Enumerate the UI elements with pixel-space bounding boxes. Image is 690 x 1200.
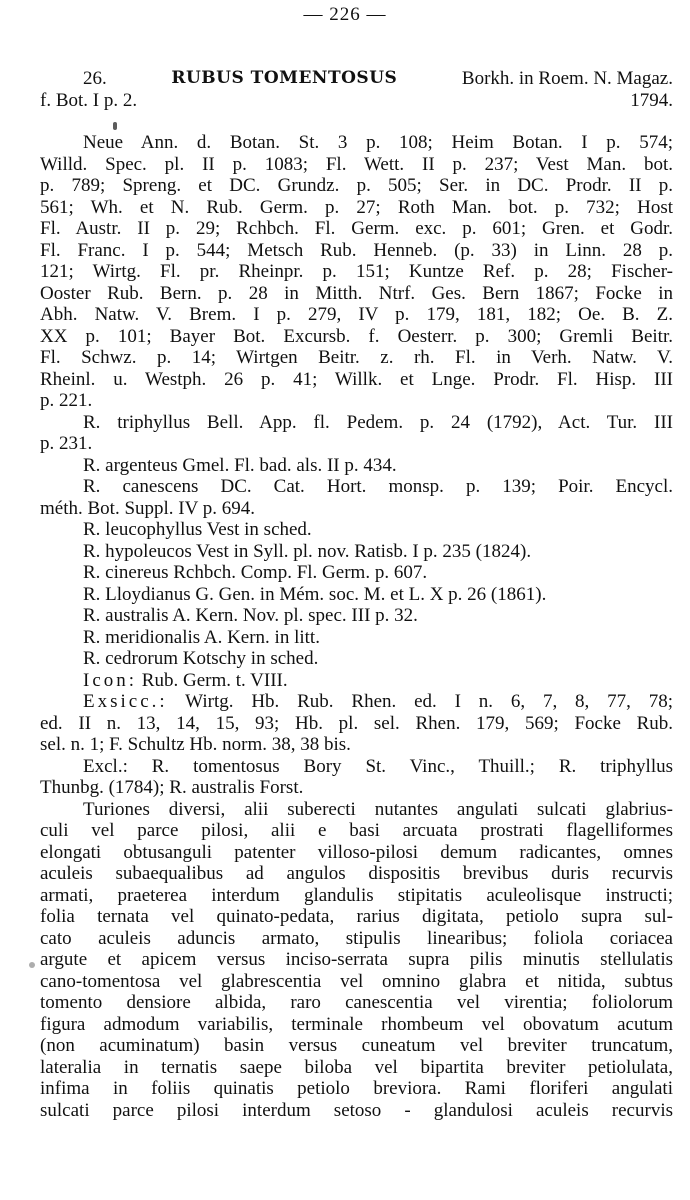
line-text: R. leucophyllus Vest in sched.: [83, 519, 312, 540]
text-line: [40, 906, 673, 928]
species-authority: Borkh. in Roem. N. Magaz.: [461, 68, 673, 89]
text-line: [40, 713, 673, 735]
line-text: Thunbg. (1784); R. australis Forst.: [40, 777, 304, 798]
line-text: XX p. 101; Bayer Bot. Excursb. f. Oesterr. p. 300; Gremli Beitr.: [40, 325, 673, 347]
publication-year: 1794.: [630, 89, 673, 111]
species-name: RUBUS TOMENTOSUS: [171, 68, 398, 88]
line-text: Rub. Germ. t. VIII.: [137, 669, 288, 691]
text-line: [40, 670, 673, 692]
line-text: méth. Bot. Suppl. IV p. 694.: [40, 497, 255, 519]
ink-spot: [113, 122, 117, 130]
text-line: [40, 627, 673, 649]
line-text: R. canescens DC. Cat. Hort. monsp. p. 139; Poir. Encycl.: [83, 476, 673, 497]
line-text: 121; Wirtg. Fl. pr. Rheinpr. p. 151; Kuntze Ref. p. 28; Fischer-: [40, 261, 673, 282]
line-text: Turiones diversi, alii suberecti nutantes angulati sulcati glabrius-: [83, 798, 673, 820]
text-line: [40, 261, 673, 283]
text-line: [40, 992, 673, 1014]
text-line: [40, 1014, 673, 1036]
line-text: argute et apicem versus inciso-serrata supra pilis minutis stellulatis: [40, 949, 673, 970]
line-text: R. australis A. Kern. Nov. pl. spec. III p. 32.: [83, 605, 418, 626]
text-line: [40, 863, 673, 885]
line-text: Rheinl. u. Westph. 26 p. 41; Willk. et Lnge. Prodr. Fl. Hisp. III: [40, 368, 673, 390]
line-text: (non acuminatum) basin versus cuneatum vel breviter truncatum,: [40, 1035, 673, 1056]
line-text: Willd. Spec. pl. II p. 1083; Fl. Wett. II p. 237; Vest Man. bot.: [40, 153, 673, 175]
species-heading: [40, 68, 673, 111]
line-text: p. 231.: [40, 433, 93, 454]
text-line: [40, 971, 673, 993]
text-line: [40, 885, 673, 907]
line-text: sel. n. 1; F. Schultz Hb. norm. 38, 38 bis.: [40, 734, 351, 755]
text-line: [40, 1100, 673, 1122]
text-line: [40, 1078, 673, 1100]
line-text: cato aculeis aduncis armato, stipulis linearibus; foliola coriacea: [40, 927, 673, 949]
line-text: aculeis subaequalibus ad angulos dispositis brevibus duris recurvis: [40, 863, 673, 884]
line-text: Abh. Natw. V. Brem. I p. 279, IV p. 179, 181, 182; Oe. B. Z.: [40, 304, 673, 325]
line-text: culi vel parce pilosi, alii e basi arcuata prostrati flagelliformes: [40, 820, 673, 841]
text-line: [40, 390, 673, 412]
text-line: [40, 175, 673, 197]
text-line: [40, 691, 673, 713]
line-text: sulcati parce pilosi interdum setoso - glandulosi aculeis recurvis: [40, 1099, 673, 1121]
line-text: Wirtg. Hb. Rub. Rhen. ed. I n. 6, 7, 8, 77, 78;: [167, 691, 673, 712]
line-text: p. 221.: [40, 390, 93, 411]
line-text: lateralia in ternatis saepe biloba vel bipartita breviter petiolulata,: [40, 1056, 673, 1078]
line-text: Fl. Austr. II p. 29; Rchbch. Fl. Germ. exc. p. 601; Gren. et Godr.: [40, 218, 673, 239]
line-text: folia ternata vel quinato-pedata, rarius digitata, petiolo supra sul-: [40, 906, 673, 927]
text-line: [40, 562, 673, 584]
line-text: R. cedrorum Kotschy in sched.: [83, 648, 319, 669]
text-line: [40, 949, 673, 971]
section-label: Exsicc.:: [83, 691, 168, 712]
line-text: 561; Wh. et N. Rub. Germ. p. 27; Roth Man. bot. p. 732; Host: [40, 196, 673, 218]
text-line: [40, 541, 673, 563]
species-heading-line-2: [40, 90, 673, 112]
page-number: — 226 —: [303, 4, 387, 25]
line-text: figura admodum variabilis, terminale rhombeum vel obovatum acutum: [40, 1013, 673, 1035]
line-text: R. argenteus Gmel. Fl. bad. als. II p. 434.: [83, 454, 397, 476]
text-line: [40, 648, 673, 670]
text-line: [40, 132, 673, 154]
text-line: [40, 476, 673, 498]
ink-spot: [29, 962, 35, 968]
text-line: [40, 842, 673, 864]
text-line: [40, 519, 673, 541]
text-line: [40, 928, 673, 950]
text-line: [40, 777, 673, 799]
text-line: [40, 240, 673, 262]
line-text: infima in foliis quinatis petiolo breviora. Rami floriferi angulati: [40, 1078, 673, 1099]
species-heading-line-1: [40, 68, 673, 90]
text-line: [40, 756, 673, 778]
text-line: [40, 734, 673, 756]
text-line: [40, 455, 673, 477]
line-text: Fl. Franc. I p. 544; Metsch Rub. Henneb. (p. 33) in Linn. 28 p.: [40, 239, 673, 261]
text-line: [40, 304, 673, 326]
text-line: [40, 197, 673, 219]
line-text: R. cinereus Rchbch. Comp. Fl. Germ. p. 607.: [83, 562, 428, 583]
line-text: R. hypoleucos Vest in Syll. pl. nov. Ratisb. I p. 235 (1824).: [83, 540, 532, 562]
line-text: armati, praeterea interdum glandulis stipitatis aculeolisque instructi;: [40, 884, 673, 906]
text-line: [40, 799, 673, 821]
text-line: [40, 369, 673, 391]
section-label: Icon:: [83, 669, 138, 691]
text-line: [40, 1057, 673, 1079]
line-text: R. meridionalis A. Kern. in litt.: [83, 626, 320, 648]
line-text: cano-tomentosa vel glabrescentia vel omnino glabra et nitida, subtus: [40, 970, 673, 992]
species-number: 26.: [83, 68, 107, 89]
line-text: ed. II n. 13, 14, 15, 93; Hb. pl. sel. Rhen. 179, 569; Focke Rub.: [40, 712, 673, 734]
line-text: elongati obtusanguli patenter villoso-pilosi demum radicantes, omnes: [40, 841, 673, 863]
text-line: [40, 347, 673, 369]
text-line: [40, 326, 673, 348]
line-text: R. triphyllus Bell. App. fl. Pedem. p. 24 (1792), Act. Tur. III: [83, 411, 673, 433]
text-line: [40, 154, 673, 176]
text-line: [40, 820, 673, 842]
text-line: [40, 412, 673, 434]
text-line: [40, 1035, 673, 1057]
line-text: tomento densiore albida, raro canescentia vel virentia; foliolorum: [40, 992, 673, 1013]
publication-reference: f. Bot. I p. 2.: [40, 89, 138, 111]
text-line: [40, 218, 673, 240]
line-text: Fl. Schwz. p. 14; Wirtgen Beitr. z. rh. Fl. in Verh. Natw. V.: [40, 347, 673, 368]
text-line: [40, 498, 673, 520]
text-line: [40, 433, 673, 455]
line-text: p. 789; Spreng. et DC. Grundz. p. 505; Ser. in DC. Prodr. II p.: [40, 175, 673, 196]
line-text: R. Lloydianus G. Gen. in Mém. soc. M. et L. X p. 26 (1861).: [83, 583, 547, 605]
line-text: Excl.: R. tomentosus Bory St. Vinc., Thuill.; R. triphyllus: [83, 755, 673, 777]
text-line: [40, 283, 673, 305]
text-line: [40, 605, 673, 627]
line-text: Ooster Rub. Bern. p. 28 in Mitth. Ntrf. Ges. Bern 1867; Focke in: [40, 282, 673, 304]
text-body: [40, 132, 673, 1121]
text-line: [40, 584, 673, 606]
line-text: Neue Ann. d. Botan. St. 3 p. 108; Heim Botan. I p. 574;: [83, 132, 673, 153]
